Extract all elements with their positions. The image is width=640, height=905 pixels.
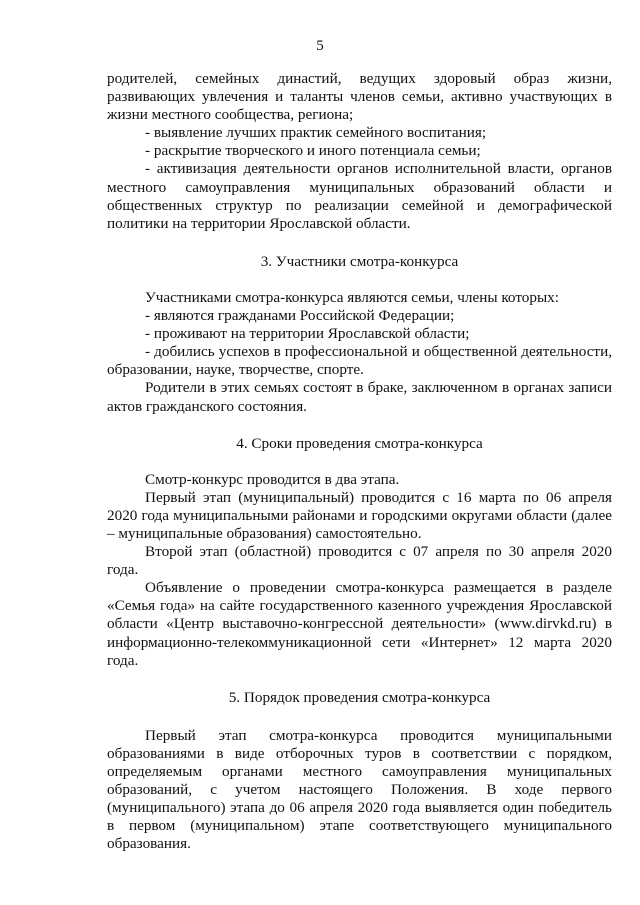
section-4-paragraph-2: Первый этап (муниципальный) проводится с 16 марта по 06 апреля 2020 года муниципальными районами и городскими округами области (далее – муниципальные образования) самостоятельно. — [107, 488, 612, 542]
section-4-paragraph-1: Смотр-конкурс проводится в два этапа. — [145, 470, 400, 488]
section-5-heading: 5. Порядок проведения смотра-конкурса — [228, 688, 491, 706]
intro-item-3: - активизация деятельности органов исполнительной власти, органов местного самоуправления муниципальных образований области и общественных структур по реализации семейной и демографической политики на территории Ярославской области. — [107, 160, 612, 232]
section-3-heading: 3. Участники смотра-конкурса — [260, 252, 459, 270]
section-3-item-3: - добились успехов в профессиональной и общественной деятельности, образовании, науке, творчестве, спорте. — [107, 343, 612, 379]
page-number: 5 — [316, 38, 324, 54]
intro-paragraph: родителей, семейных династий, ведущих здоровый образ жизни, развивающих увлечения и таланты членов семьи, активно участвующих в жизни местного сообщества, региона; — [107, 70, 612, 124]
section-3-lead: Участниками смотра-конкурса являются семьи, члены которых: — [145, 288, 559, 306]
intro-item-2: - раскрытие творческого и иного потенциала семьи; — [145, 142, 481, 160]
section-5-paragraph: Первый этап смотра-конкурса проводится муниципальными образованиями в виде отборочных туров в соответствии с порядком, определяемым органами местного самоуправления муниципальных образований, с учетом настоящего Положения. В ходе первого (муниципального) этапа до 06 апреля 2020 года выявляется один победитель в первом (муниципальном) этапе соответствующего муниципального образования. — [107, 726, 612, 853]
page-content — [107, 70, 612, 853]
section-4-heading: 4. Сроки проведения смотра-конкурса — [236, 434, 483, 452]
section-4-paragraph-3: Второй этап (областной) проводится с 07 апреля по 30 апреля 2020 года. — [107, 543, 612, 579]
section-3-closing: Родители в этих семьях состоят в браке, заключенном в органах записи актов гражданского состояния. — [107, 379, 612, 415]
section-3-item-2: - проживают на территории Ярославской области; — [145, 325, 470, 343]
section-3-item-1: - являются гражданами Российской Федерации; — [145, 307, 455, 325]
intro-item-1: - выявление лучших практик семейного воспитания; — [145, 124, 487, 142]
section-4-paragraph-4: Объявление о проведении смотра-конкурса размещается в разделе «Семья года» на сайте государственного казенного учреждения Ярославской области «Центр выставочно-конгрессной деятельности» (www.dirvkd.ru) в информационно-телекоммуникационной сети «Интернет» 12 марта 2020 года. — [107, 579, 612, 669]
